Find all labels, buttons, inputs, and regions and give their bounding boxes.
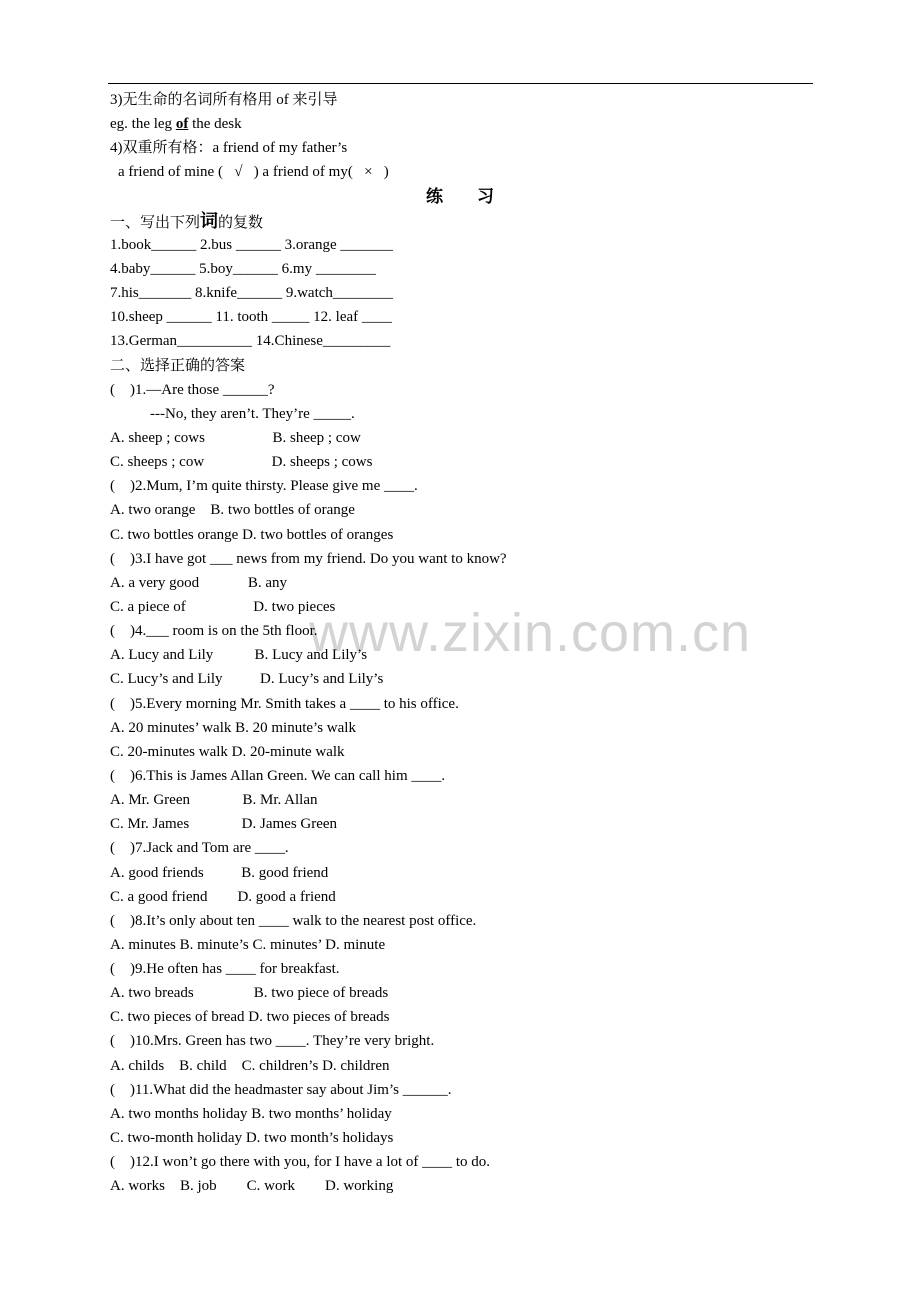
question-line: ( )3.I have got ___ news from my friend. Do you want to know? — [110, 550, 507, 567]
example-of — [110, 112, 810, 136]
question-line: ( )4.___ room is on the 5th floor. — [110, 623, 318, 640]
watermark: www.zixin.com.cn — [308, 603, 752, 663]
question-line: ( )2.Mum, I’m quite thirsty. Please give me ____. — [110, 478, 418, 495]
header-rule — [108, 83, 813, 84]
question-line: ( )12.I won’t go there with you, for I have a lot of ____ to do. — [110, 1154, 491, 1171]
question-line: A. two months holiday B. two months’ holiday — [110, 1105, 392, 1122]
section1-heading-prefix: 一、写出下列 — [110, 214, 201, 231]
question-line: C. 20-minutes walk D. 20-minute walk — [110, 743, 345, 760]
section2-heading: 二、选择正确的答案 — [110, 357, 246, 374]
plural-row: 4.baby______ 5.boy______ 6.my ________ — [110, 260, 376, 277]
question-line: C. sheeps ; cow D. sheeps ; cows — [110, 454, 373, 471]
question-line: ( )5.Every morning Mr. Smith takes a ____ to his office. — [110, 695, 459, 712]
double-possessive-example: a friend of mine ( √ ) a friend of my( × ) — [118, 164, 389, 181]
question-line: C. Lucy’s and Lily D. Lucy’s and Lily’s — [110, 671, 384, 688]
question-line: ( )8.It’s only about ten ____ walk to the nearest post office. — [110, 912, 477, 929]
example-of-suffix: the desk — [188, 116, 242, 133]
question-line: A. two breads B. two piece of breads — [110, 985, 389, 1002]
plural-row: 10.sheep ______ 11. tooth _____ 12. leaf ____ — [110, 309, 392, 326]
question-line: ( )10.Mrs. Green has two ____. They’re very bright. — [110, 1033, 435, 1050]
question-line: ---No, they aren’t. They’re _____. — [150, 405, 355, 422]
question-line: A. sheep ; cows B. sheep ; cow — [110, 429, 361, 446]
plural-row: 1.book______ 2.bus ______ 3.orange _______ — [110, 236, 393, 253]
question-line: C. a good friend D. good a friend — [110, 888, 336, 905]
question-line: A. Mr. Green B. Mr. Allan — [110, 792, 318, 809]
question-line: C. two-month holiday D. two month’s holidays — [110, 1130, 394, 1147]
question-line: A. 20 minutes’ walk B. 20 minute’s walk — [110, 719, 356, 736]
section1-heading-suffix: 的复数 — [218, 214, 264, 231]
question-line: ( )9.He often has ____ for breakfast. — [110, 961, 340, 978]
question-line: A. two orange B. two bottles of orange — [110, 502, 355, 519]
question-line: C. Mr. James D. James Green — [110, 816, 338, 833]
question-line: A. works B. job C. work D. working — [110, 1178, 394, 1195]
rule-4: 4)双重所有格：a friend of my father’s — [110, 140, 348, 157]
example-of-prefix: eg. the leg — [110, 116, 176, 133]
question-line: C. two bottles orange D. two bottles of oranges — [110, 526, 394, 543]
question-line: A. childs B. child C. children’s D. children — [110, 1057, 390, 1074]
worksheet — [110, 88, 810, 1198]
question-line: A. minutes B. minute’s C. minutes’ D. minute — [110, 936, 386, 953]
question-line: ( )7.Jack and Tom are ____. — [110, 840, 289, 857]
example-of-keyword: of — [175, 116, 189, 133]
question-line: ( )6.This is James Allan Green. We can call him ____. — [110, 767, 446, 784]
question-line: ( )1.—Are those ______? — [110, 381, 275, 398]
rule-3: 3)无生命的名词所有格用 of 来引导 — [110, 92, 338, 108]
question-line: C. a piece of D. two pieces — [110, 598, 336, 615]
question-line: A. good friends B. good friend — [110, 864, 329, 881]
question-line: A. a very good B. any — [110, 574, 288, 591]
question-line: C. two pieces of bread D. two pieces of breads — [110, 1009, 390, 1026]
question-line: A. Lucy and Lily B. Lucy and Lily’s — [110, 647, 368, 664]
plural-row: 7.his_______ 8.knife______ 9.watch________ — [110, 285, 393, 302]
plural-row: 13.German__________ 14.Chinese_________ — [110, 333, 391, 350]
question-line: ( )11.What did the headmaster say about Jim’s ______. — [110, 1081, 452, 1098]
exercise-title: 练 习 — [426, 186, 494, 206]
section1-heading — [110, 209, 810, 233]
section1-heading-emphasis: 词 — [200, 210, 219, 231]
